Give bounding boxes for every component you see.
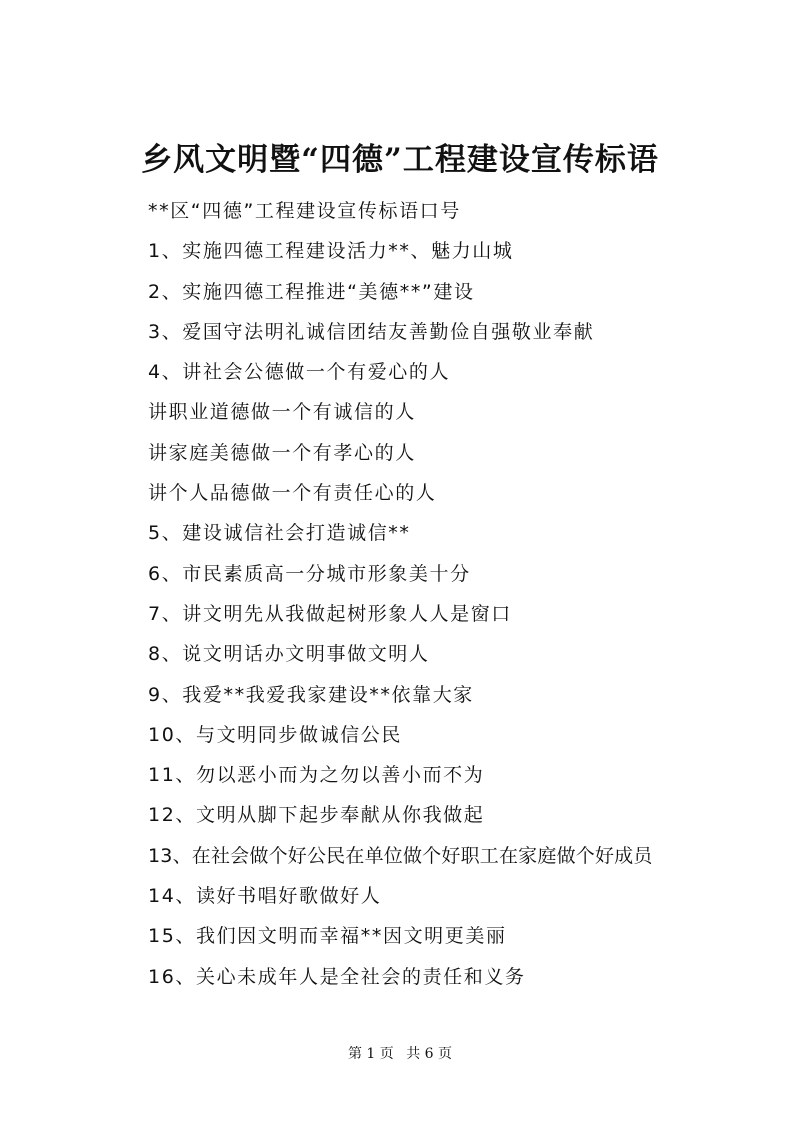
slogan-line: 12、文明从脚下起步奉献从你我做起 <box>148 804 485 827</box>
slogan-line: 9、我爱**我爱我家建设**依靠大家 <box>148 683 474 706</box>
slogan-line: 13、在社会做个好公民在单位做个好职工在家庭做个好成员 <box>148 844 653 867</box>
page-title: 乡风文明暨“四德”工程建设宣传标语 <box>141 142 659 178</box>
slogan-line: 16、关心未成年人是全社会的责任和义务 <box>148 965 526 988</box>
slogan-line: 6、市民素质高一分城市形象美十分 <box>148 562 471 585</box>
slogan-line: 讲职业道德做一个有诚信的人 <box>148 401 416 424</box>
slogan-line: 讲家庭美德做一个有孝心的人 <box>148 441 416 464</box>
slogan-line: 4、讲社会公德做一个有爱心的人 <box>148 361 451 384</box>
slogan-line: 10、与文明同步做诚信公民 <box>148 723 402 746</box>
slogan-line: 2、实施四德工程推进“美德**”建设 <box>148 280 475 303</box>
slogan-line: 14、读好书唱好歌做好人 <box>148 885 382 908</box>
slogan-line: 15、我们因文明而幸福**因文明更美丽 <box>148 925 507 948</box>
page-footer <box>0 1043 800 1063</box>
slogan-line: 8、说文明话办文明事做文明人 <box>148 643 430 666</box>
slogan-line: 3、爱国守法明礼诚信团结友善勤俭自强敬业奉献 <box>148 320 595 343</box>
slogan-line: 讲个人品德做一个有责任心的人 <box>148 482 437 505</box>
slogan-heading: **区“四德”工程建设宣传标语口号 <box>148 200 461 222</box>
slogan-list <box>148 191 748 997</box>
page-total: 共 6 页 <box>406 1046 453 1062</box>
page-number: 第 1 页 <box>347 1046 394 1062</box>
slogan-line: 11、勿以恶小而为之勿以善小而不为 <box>148 764 485 787</box>
slogan-line: 7、讲文明先从我做起树形象人人是窗口 <box>148 602 512 625</box>
slogan-line: 5、建设诚信社会打造诚信** <box>148 522 411 545</box>
slogan-line: 1、实施四德工程建设活力**、魅力山城 <box>148 240 514 263</box>
